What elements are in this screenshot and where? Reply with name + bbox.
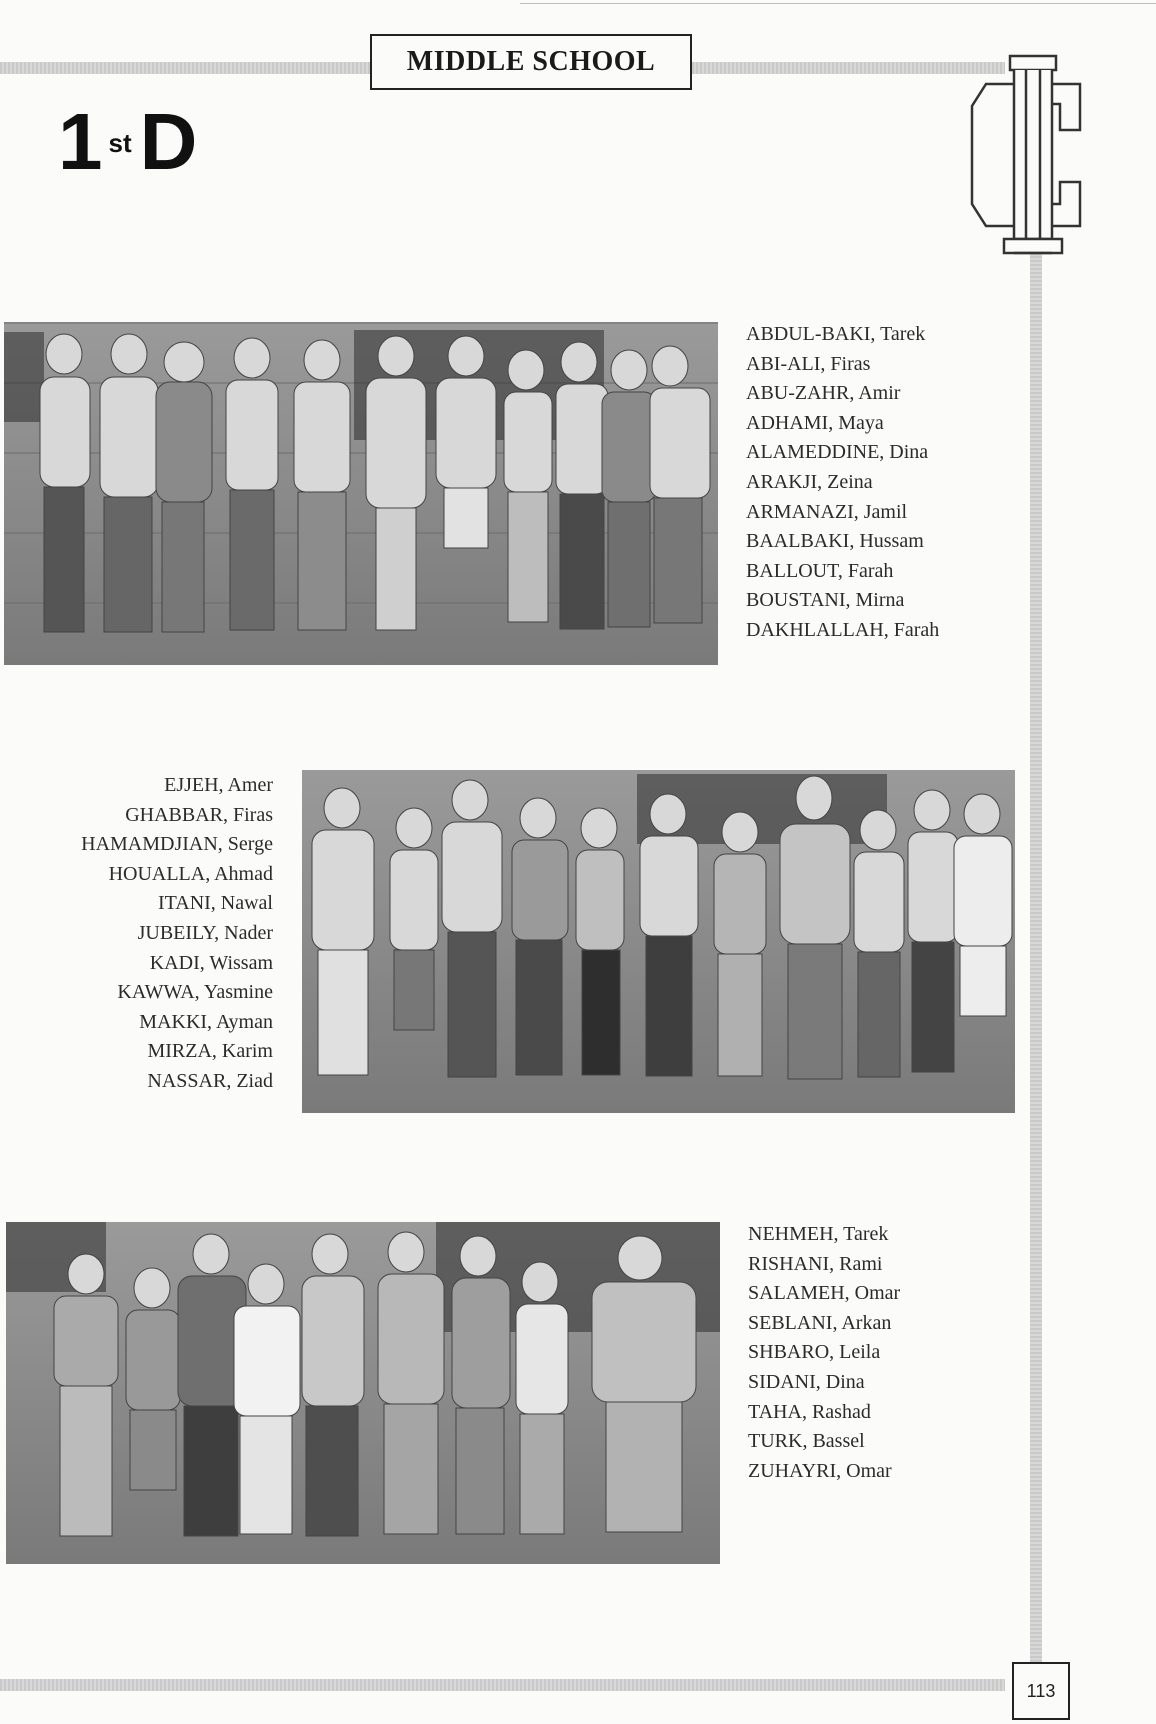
student-name: EJJEH, Amer xyxy=(164,774,273,796)
student-name: SEBLANI, Arkan xyxy=(748,1311,892,1334)
student-name: ABDUL-BAKI, Tarek xyxy=(746,323,926,345)
student-name: BAALBAKI, Hussam xyxy=(746,530,924,553)
student-name: MIRZA, Karim xyxy=(147,1040,273,1063)
student-name: ADHAMI, Maya xyxy=(746,411,884,434)
names-list-1 xyxy=(746,320,939,646)
student-name: NEHMEH, Tarek xyxy=(748,1223,889,1245)
student-name: DAKHLALLAH, Farah xyxy=(746,618,940,641)
student-name: RISHANI, Rami xyxy=(748,1252,883,1275)
student-name: TURK, Bassel xyxy=(748,1430,865,1453)
student-name: SIDANI, Dina xyxy=(748,1370,865,1393)
student-name: TAHA, Rashad xyxy=(748,1400,871,1423)
student-name: JUBEILY, Nader xyxy=(137,921,273,944)
student-name: GHABBAR, Firas xyxy=(125,803,273,826)
student-name: HOUALLA, Ahmad xyxy=(108,862,273,885)
names-list-2 xyxy=(40,771,273,1097)
class-number: 1 xyxy=(58,97,103,186)
student-name: ABU-ZAHR, Amir xyxy=(746,382,901,405)
top-hairline xyxy=(520,3,1156,4)
student-name: ZUHAYRI, Omar xyxy=(748,1459,892,1482)
page-number: 113 xyxy=(1026,1680,1056,1701)
section-title: MIDDLE SCHOOL xyxy=(406,46,656,77)
student-name: MAKKI, Ayman xyxy=(139,1010,273,1033)
class-section: D xyxy=(139,97,198,186)
student-name: ITANI, Nawal xyxy=(157,892,273,915)
student-name: ARMANAZI, Jamil xyxy=(746,500,908,523)
class-photo-2 xyxy=(302,770,1015,1113)
student-name: HAMAMDJIAN, Serge xyxy=(81,833,273,856)
section-header xyxy=(370,34,692,90)
student-name: NASSAR, Ziad xyxy=(147,1069,273,1092)
names-list-3 xyxy=(748,1220,900,1486)
student-name: SHBARO, Leila xyxy=(748,1341,881,1364)
right-rule xyxy=(1030,250,1042,1670)
student-name: ALAMEDDINE, Dina xyxy=(746,441,929,464)
student-name: KADI, Wissam xyxy=(149,951,273,974)
student-name: ARAKJI, Zeina xyxy=(746,470,873,493)
class-number-suffix: st xyxy=(108,128,132,158)
bottom-rule xyxy=(0,1679,1005,1691)
student-name: ABI-ALI, Firas xyxy=(746,352,871,375)
class-title xyxy=(58,97,198,186)
page-number-box xyxy=(1012,1662,1070,1720)
class-photo-1 xyxy=(4,322,718,665)
student-name: BALLOUT, Farah xyxy=(746,559,894,582)
student-name: SALAMEH, Omar xyxy=(748,1282,901,1305)
student-name: KAWWA, Yasmine xyxy=(117,981,273,1004)
class-photo-3 xyxy=(6,1222,720,1564)
student-name: BOUSTANI, Mirna xyxy=(746,589,905,612)
school-crest-icon xyxy=(970,54,1096,258)
